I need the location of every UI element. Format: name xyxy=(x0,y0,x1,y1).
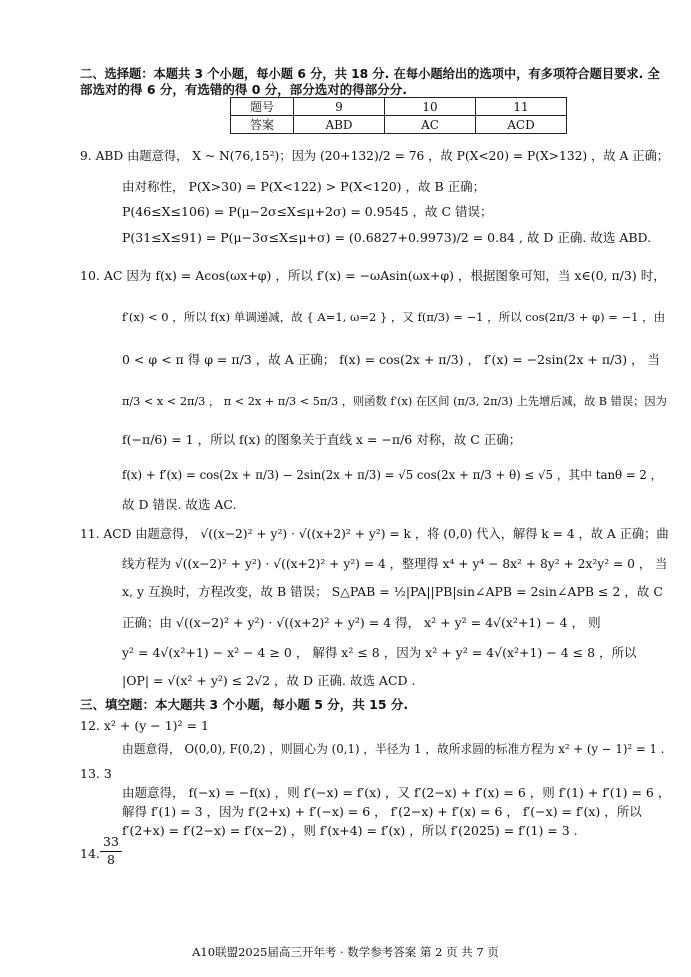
table-cell: AC xyxy=(385,116,476,134)
q14-numerator: 33 xyxy=(103,834,119,849)
q14-fraction xyxy=(100,836,122,866)
q14-label: 14. xyxy=(80,846,100,861)
q10-line-5: f(−π/6) = 1 ，所以 f(x) 的图象关于直线 x = −π/6 对称，故 C 正确； xyxy=(122,432,522,447)
q10-line-1: 10. AC 因为 f(x) = Acos(ωx+φ) ，所以 f′(x) = −ωAsin(ωx+φ) ，根据图象可知，当 x∈(0, π/3) 时， xyxy=(80,268,666,283)
table-cell: 10 xyxy=(385,98,476,116)
table-row xyxy=(231,98,567,116)
q12-line-2: 由题意得， O(0,0), F(0,2) ，则圆心为 (0,1) ，半径为 1 ，故所求圆的标准方程为 x² + (y − 1)² = 1 . xyxy=(122,742,665,756)
q11-line-6: |OP| = √(x² + y²) ≤ 2√2 ，故 D 正确. 故选 ACD . xyxy=(122,673,416,688)
table-cell: 11 xyxy=(476,98,567,116)
table-cell: 答案 xyxy=(231,116,294,134)
page-footer: A10联盟2025届高三开年考 · 数学参考答案 第 2 页 共 7 页 xyxy=(192,945,499,959)
q13-line-3: 解得 f′(1) = 3 ，因为 f′(2+x) + f′(−x) = 6 ， f′(2−x) + f′(x) = 6 ， f′(−x) = f′(x) ，所以 xyxy=(122,804,642,819)
q12-answer: 12. x² + (y − 1)² = 1 xyxy=(80,718,209,733)
q13-line-2: 由题意得， f(−x) = −f(x) ，则 f′(−x) = f′(x) ，又 f′(2−x) + f′(x) = 6 ，则 f′(1) + f′(1) = 6 ， xyxy=(122,785,671,800)
q11-line-1: 11. ACD 由题意得， √((x−2)² + y²) · √((x+2)² + y²) = k ，将 (0,0) 代入，解得 k = 4 ，故 A 正确；曲 xyxy=(80,527,669,541)
section-3-heading: 三、填空题：本大题共 3 个小题，每小题 5 分，共 15 分. xyxy=(80,697,409,712)
q11-line-4: 正确；由 √((x−2)² + y²) · √((x+2)² + y²) = 4 得， x² + y² = 4√(x²+1) − 4 ， 则 xyxy=(122,615,601,630)
section-2-heading: 二、选择题：本题共 3 个小题，每小题 6 分，共 18 分. 在每小题给出的选项中，有多项符合题目要求. 全 xyxy=(80,67,660,81)
table-row xyxy=(231,116,567,134)
q10-line-2: f′(x) < 0 ，所以 f(x) 单调递减，故 { A=1, ω=2 } ，又 f(π/3) = −1 ，所以 cos(2π/3 + φ) = −1 ，由 xyxy=(122,310,666,324)
q9-line-1: 9. ABD 由题意得， X ~ N(76,15²)；因为 (20+132)/2 = 76 ，故 P(X<20) = P(X>132) ，故 A 正确； xyxy=(80,149,669,163)
q10-line-7: 故 D 错误. 故选 AC. xyxy=(122,497,237,512)
q11-line-2: 线方程为 √((x−2)² + y²) · √((x+2)² + y²) = 4 ，整理得 x⁴ + y⁴ − 8x² + 8y² + 2x²y² = 0 ， 当 xyxy=(122,557,668,571)
q10-line-4: π/3 < x < 2π/3 ， π < 2x + π/3 < 5π/3 ，则函数 f′(x) 在区间 (π/3, 2π/3) 上先增后减，故 B 错误；因为 xyxy=(122,395,667,408)
table-cell: ACD xyxy=(476,116,567,134)
table-cell: 题号 xyxy=(231,98,294,116)
q10-line-3: 0 < φ < π 得 φ = π/3 ，故 A 正确； f(x) = cos(2x + π/3) ， f′(x) = −2sin(2x + π/3) ， 当 xyxy=(122,352,661,367)
q13-answer: 13. 3 xyxy=(80,766,112,781)
q13-line-4: f′(2+x) = f′(2−x) = f′(x−2) ，则 f′(x+4) = f′(x) ，所以 f′(2025) = f′(1) = 3 . xyxy=(122,823,578,838)
q9-line-3: P(46≤X≤106) = P(μ−2σ≤X≤μ+2σ) = 0.9545 ，故 C 错误； xyxy=(122,204,493,219)
table-cell: ABD xyxy=(294,116,385,134)
answer-table xyxy=(230,97,567,134)
q9-line-4: P(31≤X≤91) = P(μ−3σ≤X≤μ+σ) = (0.6827+0.9973)/2 = 0.84 , 故 D 正确. 故选 ABD. xyxy=(122,230,652,245)
q11-line-3: x, y 互换时，方程改变，故 B 错误； S△PAB = ½|PA||PB|sin∠APB = 2sin∠APB ≤ 2 ，故 C xyxy=(122,584,663,599)
section-2-heading-cont: 部选对的得 6 分，有选错的得 0 分，部分选对的得部分分. xyxy=(80,82,408,97)
table-cell: 9 xyxy=(294,98,385,116)
q14-denominator: 8 xyxy=(107,851,115,867)
q10-line-6: f(x) + f′(x) = cos(2x + π/3) − 2sin(2x + π/3) = √5 cos(2x + π/3 + θ) ≤ √5 ，其中 tanθ = 2 ， xyxy=(122,468,663,482)
q11-line-5: y² = 4√(x²+1) − x² − 4 ≥ 0 ， 解得 x² ≤ 8 ，因为 x² + y² = 4√(x²+1) − 4 ≤ 8 ，所以 xyxy=(122,645,637,660)
q9-line-2: 由对称性， P(X>30) = P(X<122) > P(X<120) ，故 B 正确； xyxy=(122,179,486,194)
